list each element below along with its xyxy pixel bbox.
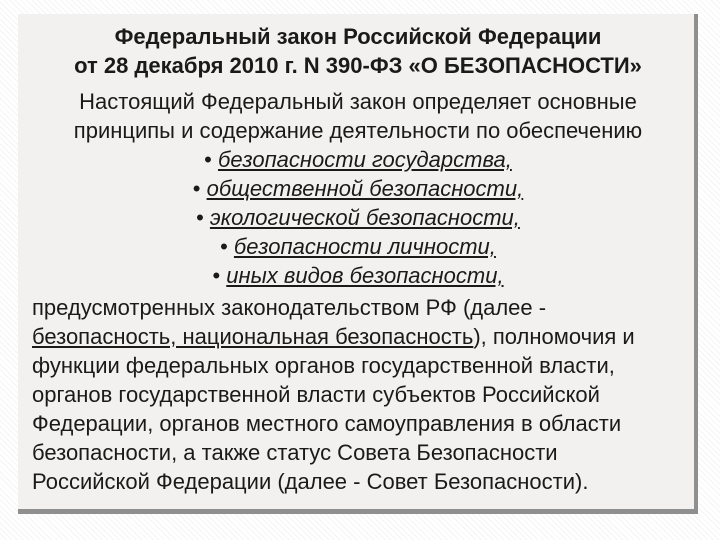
bullet-marker: • [220,234,228,259]
bullet-item [18,203,698,232]
bullet-text: экологической безопасности, [209,205,520,230]
title-line-2: от 28 декабря 2010 г. N 390-ФЗ «О БЕЗОПАСНОСТИ» [74,53,642,78]
intro-and-bullets [18,87,698,290]
bullet-marker: • [204,147,212,172]
slide-card [18,14,698,514]
intro-line-1: Настоящий Федеральный закон определяет основные [79,89,637,114]
body-line-7: Российской Федерации (далее - Совет Безопасности). [32,469,589,494]
bullet-item [18,232,698,261]
bullet-marker: • [212,263,221,288]
bullet-text: иных видов безопасности, [226,263,504,288]
bullet-text: безопасности государства, [217,147,512,172]
body-line-3: функции федеральных органов государственной власти, [32,353,615,378]
slide-title [18,22,698,80]
body-line-5: Федерации, органов местного самоуправления в области [32,411,622,436]
intro-line-2: принципы и содержание деятельности по обеспечению [73,118,643,143]
body-line-2-underlined: безопасность, национальная безопасность [32,324,474,349]
bullet-item [18,174,698,203]
body-line-4: органов государственной власти субъектов Российской [32,382,600,407]
body-text [32,293,696,496]
body-line-1: предусмотренных законодательством РФ (далее - [32,295,547,320]
body-line-6: безопасности, а также статус Совета Безопасности [32,440,558,465]
title-line-1: Федеральный закон Российской Федерации [114,24,602,49]
body-line-2 [32,322,696,351]
bullet-item [18,145,698,174]
bullet-text: безопасности личности, [233,234,496,259]
bullet-marker: • [192,176,201,201]
bullet-item [18,261,698,290]
bullet-marker: • [196,205,204,230]
bullet-text: общественной безопасности, [206,176,524,201]
body-line-2-rest: ), полномочия и [473,324,635,349]
